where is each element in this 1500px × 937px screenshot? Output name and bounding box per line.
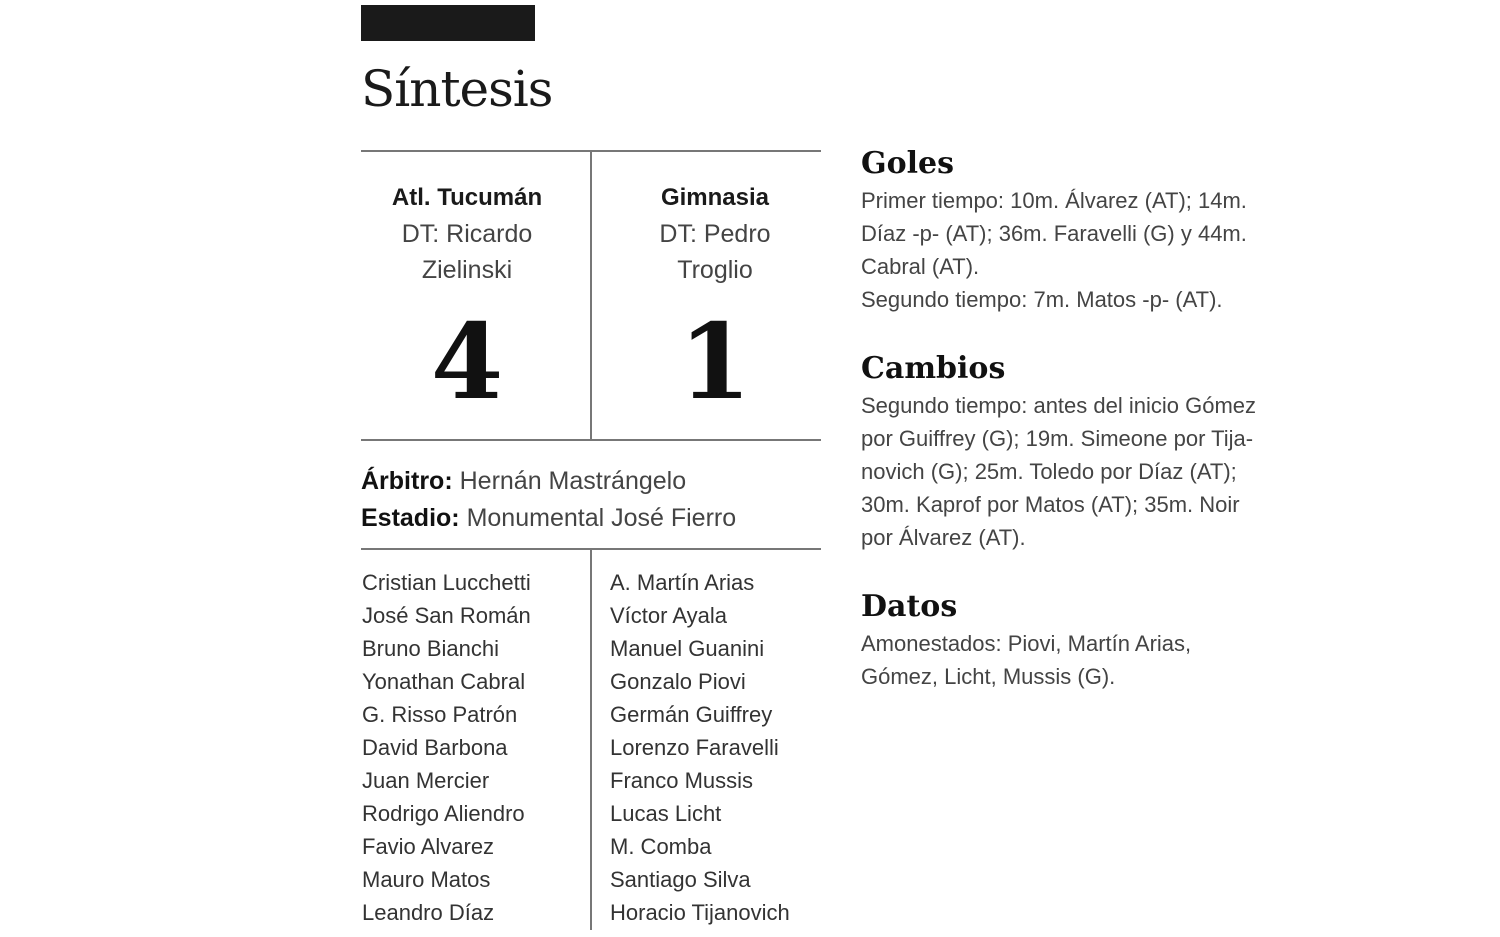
substitutions-line: por Guiffrey (G); 19m. Simeone por Tija- [861,426,1254,451]
player-name: Lorenzo Faravelli [610,735,779,760]
player-name: Víctor Ayala [610,603,727,628]
stadium-row [361,500,736,537]
officials-block [361,463,736,537]
player-name: José San Román [362,603,531,628]
home-team-block [354,180,580,423]
stadium-name: Monumental José Fierro [466,504,737,532]
header-bar [361,5,535,41]
referee-label: Árbitro: [361,467,453,495]
home-team-name: Atl. Tucumán [391,184,543,211]
home-lineup [362,566,531,929]
data-section [861,587,1321,693]
substitutions-line: 30m. Kaprof por Matos (AT); 35m. Noir [861,492,1240,517]
player-name: Bruno Bianchi [362,636,499,661]
player-name: Horacio Tijanovich [610,900,790,925]
away-coach-line1: DT: Pedro [659,220,771,248]
referee-name: Hernán Mastrángelo [459,467,687,495]
away-lineup [610,566,790,929]
away-team-block [602,180,828,423]
away-coach-line2: Troglio [677,256,753,284]
divider-middle [361,439,821,441]
divider-teams [590,150,592,440]
player-name: Franco Mussis [610,768,754,793]
player-name: David Barbona [362,735,508,760]
data-heading: Datos [861,589,958,624]
goals-line: Primer tiempo: 10m. Álvarez (AT); 14m. [861,188,1247,213]
player-name: Favio Alvarez [362,834,495,859]
player-name: A. Martín Arias [610,570,755,595]
away-team-name: Gimnasia [660,184,770,211]
player-name: Cristian Lucchetti [362,570,531,595]
substitutions-heading: Cambios [861,351,1006,386]
divider-lineup-columns [590,548,592,930]
goals-section [861,144,1321,316]
substitutions-line: por Álvarez (AT). [861,525,1026,550]
substitutions-line: Segundo tiempo: antes del inicio Gómez [861,393,1257,418]
substitutions-line: novich (G); 25m. Toledo por Díaz (AT); [861,459,1237,484]
data-line: Gómez, Licht, Mussis (G). [861,664,1116,689]
player-name: Germán Guiffrey [610,702,773,727]
goals-line: Cabral (AT). [861,254,980,279]
player-name: Rodrigo Aliendro [362,801,525,826]
player-name: Yonathan Cabral [362,669,526,694]
player-name: Juan Mercier [362,768,490,793]
page-title: Síntesis [361,60,553,118]
home-coach-line1: DT: Ricardo [401,220,533,248]
player-name: Manuel Guanini [610,636,765,661]
goals-line: Díaz -p- (AT); 36m. Faravelli (G) y 44m. [861,221,1247,246]
player-name: Santiago Silva [610,867,751,892]
data-line: Amonestados: Piovi, Martín Arias, [861,631,1192,656]
home-coach-line2: Zielinski [421,256,513,284]
away-score: 1 [678,300,752,423]
player-name: Gonzalo Piovi [610,669,746,694]
home-score: 4 [430,300,504,423]
player-name: Mauro Matos [362,867,491,892]
player-name: Leandro Díaz [362,900,495,925]
player-name: Lucas Licht [610,801,722,826]
goals-heading: Goles [861,146,955,181]
player-name: M. Comba [610,834,712,859]
referee-row [361,463,736,500]
stadium-label: Estadio: [361,504,460,532]
substitutions-section [861,349,1321,554]
goals-line: Segundo tiempo: 7m. Matos -p- (AT). [861,287,1223,312]
player-name: G. Risso Patrón [362,702,518,727]
